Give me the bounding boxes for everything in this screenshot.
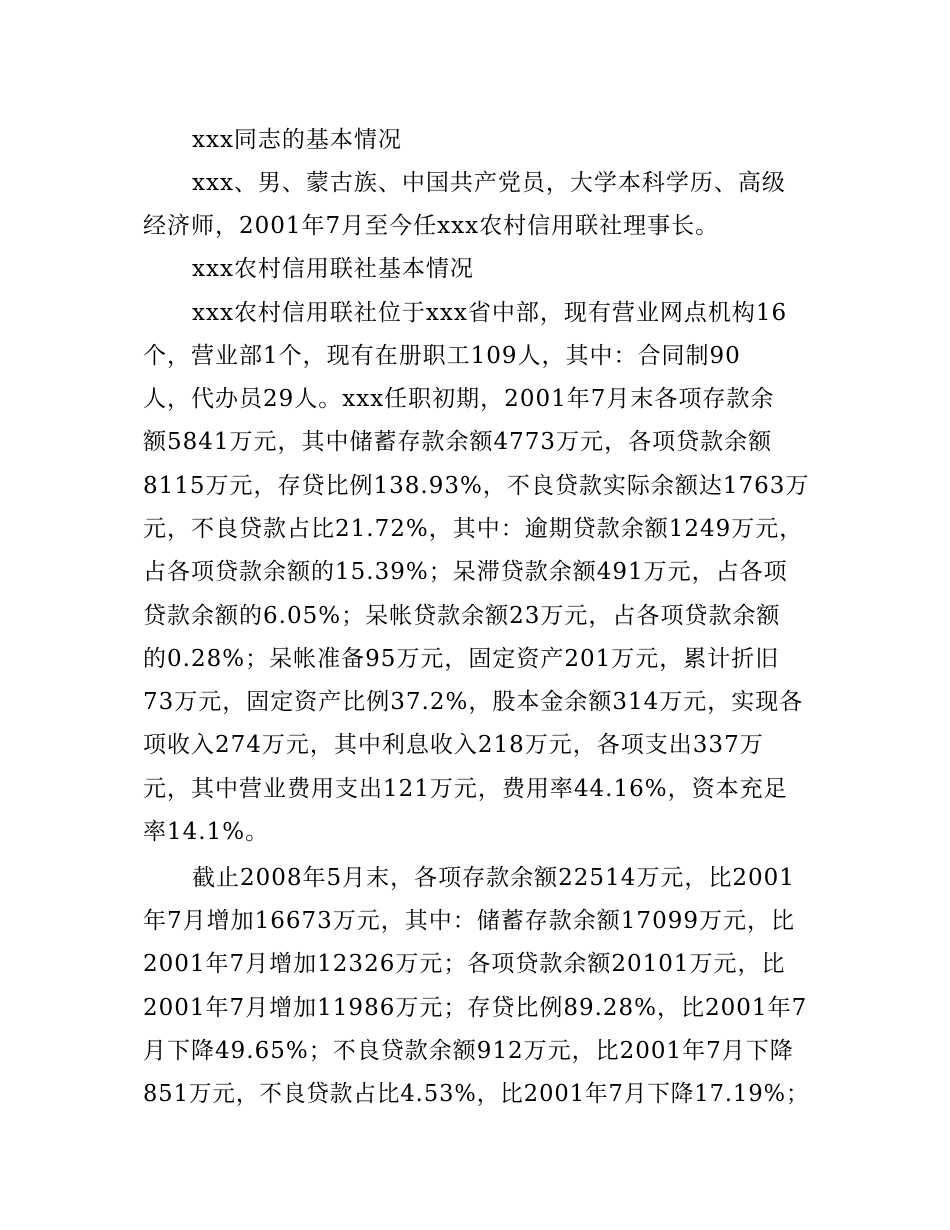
text-line: 元，不良贷款占比21.72%，其中：逾期贷款余额1249万元， [143,516,804,542]
text-line: 占各项贷款余额的15.39%；呆滞贷款余额491万元，占各项 [143,559,788,585]
text-line: 经济师，2001年7月至今任xxx农村信用联社理事长。 [143,213,720,239]
heading-union-basic-info: xxx农村信用联社基本情况 [192,256,474,282]
text-line: 73万元，固定资产比例37.2%，股本金余额314万元，实现各 [143,689,804,715]
text-line: 额5841万元，其中储蓄存款余额4773万元，各项贷款余额 [143,429,773,455]
text-line: 年7月增加16673万元，其中：储蓄存款余额17099万元，比 [143,908,795,934]
text-line: 8115万元，存贷比例138.93%，不良贷款实际余额达1763万 [143,473,810,499]
text-line: 个，营业部1个，现有在册职工109人，其中：合同制90 [143,343,741,369]
text-line: 项收入274万元，其中利息收入218万元，各项支出337万 [143,732,764,758]
text-line: xxx、男、蒙古族、中国共产党员，大学本科学历、高级 [192,170,786,196]
text-line: 2001年7月增加11986万元；存贷比例89.28%，比2001年7 [143,995,808,1021]
text-line: 月下降49.65%；不良贷款余额912万元，比2001年7月下降 [143,1038,794,1064]
text-line: 贷款余额的6.05%；呆帐贷款余额23万元，占各项贷款余额 [143,603,781,629]
text-line: 的0.28%；呆帐准备95万元，固定资产201万元，累计折旧 [143,646,780,672]
text-line: 截止2008年5月末，各项存款余额22514万元，比2001 [192,865,795,891]
text-line: 851万元，不良贷款占比4.53%，比2001年7月下降17.19%； [143,1081,810,1107]
text-line: 元，其中营业费用支出121万元，费用率44.16%，资本充足 [143,776,788,802]
text-line: xxx农村信用联社位于xxx省中部，现有营业网点机构16 [192,300,788,326]
text-line: 率14.1%。 [143,819,270,845]
text-line: 人，代办员29人。xxx任职初期，2001年7月末各项存款余 [143,386,775,412]
text-line: 2001年7月增加12326万元；各项贷款余额20101万元，比 [143,951,786,977]
heading-comrade-basic-info: xxx同志的基本情况 [192,127,402,153]
